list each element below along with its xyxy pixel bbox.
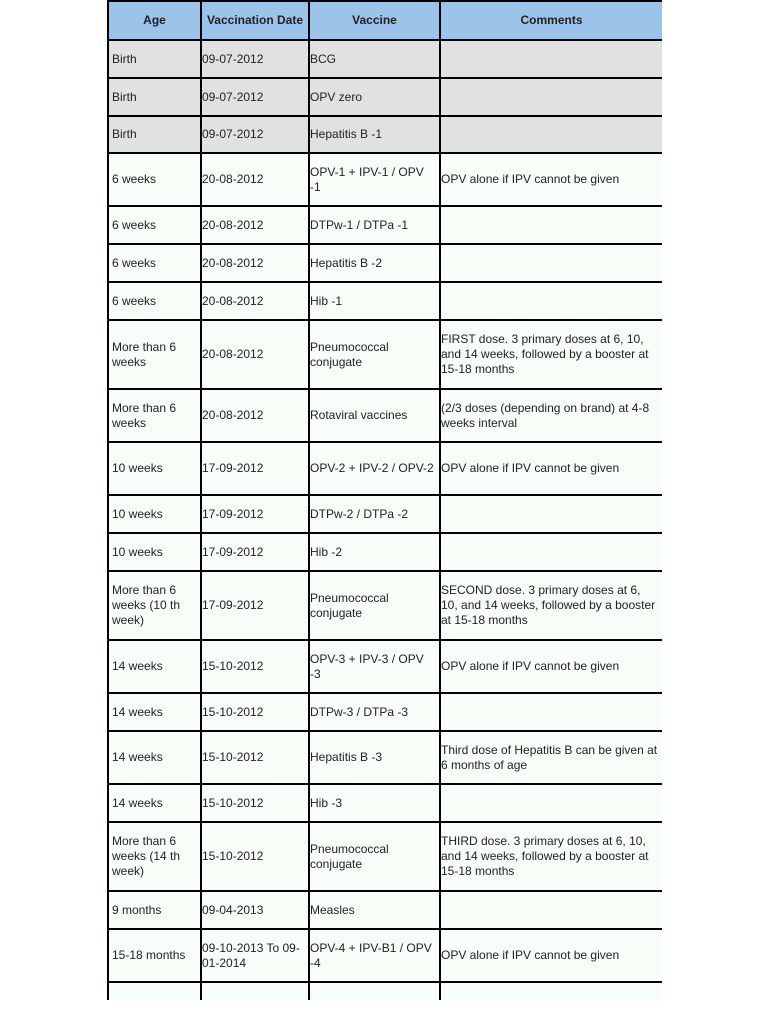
age-cell: 6 weeks <box>108 282 201 320</box>
table-row <box>108 822 662 891</box>
table-row <box>108 731 662 784</box>
date-cell: 15-10-2012 <box>201 784 309 822</box>
table-row <box>108 78 662 116</box>
comments-cell <box>440 891 662 929</box>
date-cell: 09-07-2012 <box>201 40 309 78</box>
vaccine-cell: Hepatitis B -3 <box>309 731 440 784</box>
comments-cell <box>440 206 662 244</box>
date-cell: 15-10-2012 <box>201 693 309 731</box>
date-cell: 09-04-2013 <box>201 891 309 929</box>
table-row <box>108 442 662 495</box>
comments-cell <box>440 693 662 731</box>
comments-cell: THIRD dose. 3 primary doses at 6, 10, and 14 weeks, followed by a booster at 15-18 months <box>440 822 662 891</box>
table-row <box>108 693 662 731</box>
vaccine-cell: Measles <box>309 891 440 929</box>
age-cell: 6 weeks <box>108 206 201 244</box>
age-cell: 14 weeks <box>108 640 201 693</box>
age-cell: 6 weeks <box>108 153 201 206</box>
table-row <box>108 929 662 982</box>
vaccine-cell: DTPw-3 / DTPa -3 <box>309 693 440 731</box>
comments-cell: FIRST dose. 3 primary doses at 6, 10, and 14 weeks, followed by a booster at 15-18 months <box>440 320 662 389</box>
comments-cell <box>440 282 662 320</box>
table-row <box>108 244 662 282</box>
comments-cell <box>440 784 662 822</box>
date-cell: 20-08-2012 <box>201 153 309 206</box>
date-cell: 20-08-2012 <box>201 244 309 282</box>
table-row <box>108 495 662 533</box>
comments-cell: OPV alone if IPV cannot be given <box>440 929 662 982</box>
vaccine-cell: DTPw-2 / DTPa -2 <box>309 495 440 533</box>
comments-cell <box>440 40 662 78</box>
date-cell: 09-10-2013 To 09-01-2014 <box>201 929 309 982</box>
table-row <box>108 389 662 442</box>
table-row <box>108 116 662 153</box>
table-row-partial <box>108 982 662 1000</box>
date-cell: 09-07-2012 <box>201 116 309 153</box>
date-cell: 15-10-2012 <box>201 731 309 784</box>
date-cell: 17-09-2012 <box>201 533 309 571</box>
comments-cell <box>440 495 662 533</box>
date-cell: 20-08-2012 <box>201 320 309 389</box>
empty-cell <box>440 982 662 1000</box>
table-row <box>108 640 662 693</box>
comments-cell <box>440 116 662 153</box>
age-cell: 15-18 months <box>108 929 201 982</box>
comments-cell <box>440 78 662 116</box>
table-row <box>108 206 662 244</box>
age-cell: 9 months <box>108 891 201 929</box>
table-row <box>108 533 662 571</box>
header-comments: Comments <box>440 1 662 40</box>
vaccination-table <box>107 0 662 1000</box>
comments-cell: Third dose of Hepatitis B can be given at 6 months of age <box>440 731 662 784</box>
date-cell: 20-08-2012 <box>201 282 309 320</box>
age-cell: Birth <box>108 78 201 116</box>
vaccine-cell: Rotaviral vaccines <box>309 389 440 442</box>
table-row <box>108 282 662 320</box>
header-vaccination-date: Vaccination Date <box>201 1 309 40</box>
vaccine-cell: OPV-3 + IPV-3 / OPV -3 <box>309 640 440 693</box>
vaccine-cell: Pneumococcal conjugate <box>309 571 440 640</box>
vaccine-cell: OPV-2 + IPV-2 / OPV-2 <box>309 442 440 495</box>
date-cell: 17-09-2012 <box>201 495 309 533</box>
age-cell: 6 weeks <box>108 244 201 282</box>
vaccine-cell: BCG <box>309 40 440 78</box>
vaccination-schedule <box>107 0 662 1000</box>
table-row <box>108 153 662 206</box>
age-cell: More than 6 weeks <box>108 320 201 389</box>
date-cell: 15-10-2012 <box>201 822 309 891</box>
age-cell: 10 weeks <box>108 495 201 533</box>
vaccine-cell: Pneumococcal conjugate <box>309 320 440 389</box>
vaccine-cell: OPV-4 + IPV-B1 / OPV -4 <box>309 929 440 982</box>
comments-cell <box>440 244 662 282</box>
vaccine-cell: Hepatitis B -1 <box>309 116 440 153</box>
header-age: Age <box>108 1 201 40</box>
age-cell: More than 6 weeks (14 th week) <box>108 822 201 891</box>
vaccine-cell: DTPw-1 / DTPa -1 <box>309 206 440 244</box>
age-cell: 10 weeks <box>108 442 201 495</box>
age-cell: 14 weeks <box>108 784 201 822</box>
age-cell: 14 weeks <box>108 731 201 784</box>
table-row <box>108 784 662 822</box>
empty-cell <box>309 982 440 1000</box>
empty-cell <box>108 982 201 1000</box>
comments-cell: OPV alone if IPV cannot be given <box>440 640 662 693</box>
comments-cell <box>440 533 662 571</box>
age-cell: Birth <box>108 40 201 78</box>
date-cell: 17-09-2012 <box>201 442 309 495</box>
vaccine-cell: Hib -2 <box>309 533 440 571</box>
age-cell: 10 weeks <box>108 533 201 571</box>
age-cell: 14 weeks <box>108 693 201 731</box>
age-cell: More than 6 weeks (10 th week) <box>108 571 201 640</box>
vaccine-cell: Pneumococcal conjugate <box>309 822 440 891</box>
comments-cell: (2/3 doses (depending on brand) at 4-8 weeks interval <box>440 389 662 442</box>
table-row <box>108 40 662 78</box>
date-cell: 09-07-2012 <box>201 78 309 116</box>
vaccine-cell: OPV-1 + IPV-1 / OPV -1 <box>309 153 440 206</box>
age-cell: Birth <box>108 116 201 153</box>
empty-cell <box>201 982 309 1000</box>
date-cell: 20-08-2012 <box>201 389 309 442</box>
date-cell: 15-10-2012 <box>201 640 309 693</box>
vaccine-cell: Hib -1 <box>309 282 440 320</box>
table-row <box>108 320 662 389</box>
vaccine-cell: OPV zero <box>309 78 440 116</box>
comments-cell: OPV alone if IPV cannot be given <box>440 442 662 495</box>
table-row <box>108 571 662 640</box>
date-cell: 17-09-2012 <box>201 571 309 640</box>
comments-cell: OPV alone if IPV cannot be given <box>440 153 662 206</box>
age-cell: More than 6 weeks <box>108 389 201 442</box>
header-vaccine: Vaccine <box>309 1 440 40</box>
header-row <box>108 1 662 40</box>
comments-cell: SECOND dose. 3 primary doses at 6, 10, and 14 weeks, followed by a booster at 15-18 months <box>440 571 662 640</box>
table-row <box>108 891 662 929</box>
date-cell: 20-08-2012 <box>201 206 309 244</box>
vaccine-cell: Hib -3 <box>309 784 440 822</box>
vaccine-cell: Hepatitis B -2 <box>309 244 440 282</box>
